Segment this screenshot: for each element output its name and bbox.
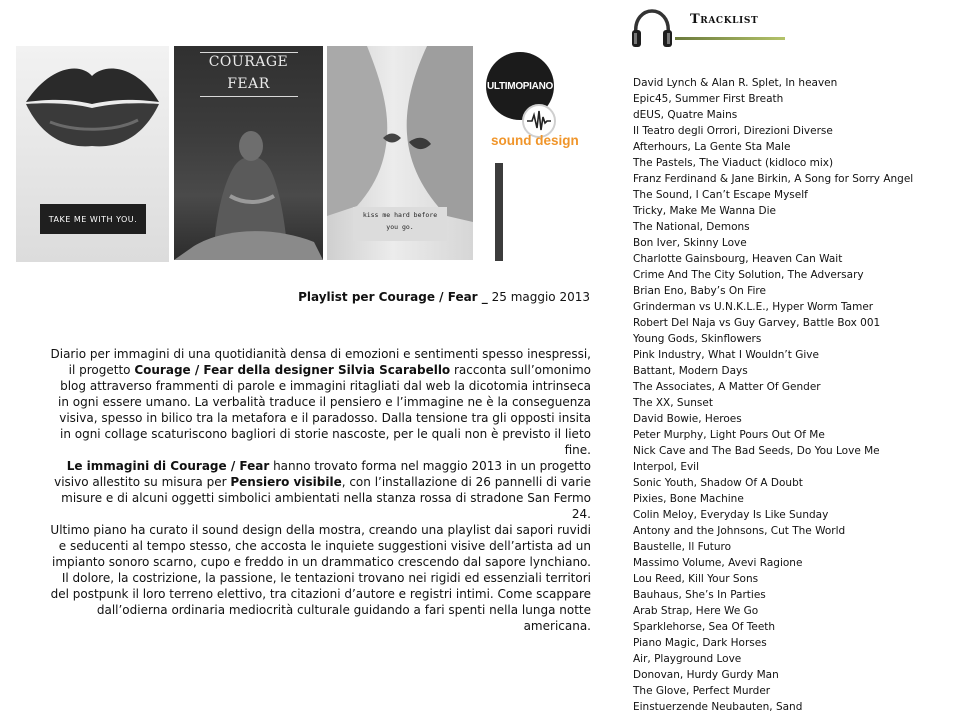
track-item: Colin Meloy, Everyday Is Like Sunday: [633, 509, 829, 521]
track-item: Lou Reed, Kill Your Sons: [633, 573, 759, 585]
logo-tagline: sound design: [491, 133, 579, 148]
text: hanno trovato forma nel maggio 2013 in un progetto visivo allestito su misura per: [54, 459, 591, 489]
track-item: Epic45, Summer First Breath: [633, 93, 784, 105]
track-item: The XX, Sunset: [633, 397, 713, 409]
paragraph-2: [50, 458, 591, 522]
track-item: Franz Ferdinand & Jane Birkin, A Song for Sorry Angel: [633, 173, 914, 185]
playlist-heading: [120, 290, 590, 304]
track-item: The National, Demons: [633, 221, 750, 233]
kiss-photo: [327, 46, 473, 260]
headphones-icon: [630, 8, 674, 50]
track-item: Interpol, Evil: [633, 461, 700, 473]
track-item: Bon Iver, Skinny Love: [633, 237, 747, 249]
track-item: Piano Magic, Dark Horses: [633, 637, 767, 649]
lips-photo: [16, 46, 169, 262]
track-item: Grinderman vs U.N.K.L.E., Hyper Worm Tamer: [633, 301, 874, 313]
track-item: Nick Cave and The Bad Seeds, Do You Love Me: [633, 445, 880, 457]
text: , con l’installazione di 26 pannelli di varie misure e di alcuni oggetti simbolici ambientati nella stanza rossa di stradone San Fermo 24.: [61, 475, 591, 521]
track-item: Einstuerzende Neubauten, Sand: [633, 701, 803, 713]
track-item: Robert Del Naja vs Guy Garvey, Battle Box 001: [633, 317, 881, 329]
text: Diario per immagini di una quotidianità densa di emozioni e sentimenti spesso inespressi, il progetto: [50, 347, 591, 377]
track-item: Sonic Youth, Shadow Of A Doubt: [633, 477, 803, 489]
track-item: The Pastels, The Viaduct (kidloco mix): [633, 157, 834, 169]
track-item: Massimo Volume, Avevi Ragione: [633, 557, 803, 569]
track-item: The Sound, I Can’t Escape Myself: [633, 189, 808, 201]
track-item: Sparklehorse, Sea Of Teeth: [633, 621, 776, 633]
kiss-caption-line1: kiss me hard before: [362, 211, 438, 219]
courage-title: COURAGE: [208, 54, 289, 70]
track-item: Peter Murphy, Light Pours Out Of Me: [633, 429, 825, 441]
track-item: Pink Industry, What I Wouldn’t Give: [633, 349, 819, 361]
kiss-caption-line2: you go.: [386, 223, 414, 231]
track-item: Charlotte Gainsbourg, Heaven Can Wait: [633, 253, 843, 265]
playlist-date: 25 maggio 2013: [491, 290, 590, 304]
paragraph-4: Il dolore, la costrizione, la passione, le tentazioni trovano nei rigidi ed essenziali territori del postpunk il loro terreno elettivo, tra citazioni d’autore e registri intimi. Come scappare dall’odierna ordinaria mediocrità culturale guidando a fari spenti nella lunga notte americana.: [50, 571, 591, 633]
track-item: Crime And The City Solution, The Adversary: [633, 269, 864, 281]
lips-caption: TAKE ME WITH YOU.: [40, 204, 146, 234]
track-item: Arab Strap, Here We Go: [633, 605, 759, 617]
track-item: Tricky, Make Me Wanna Die: [633, 205, 777, 217]
tracklist-title: Tracklist: [690, 12, 759, 27]
fear-title: FEAR: [227, 76, 270, 92]
track-item: Battant, Modern Days: [633, 365, 748, 377]
track-item: The Glove, Perfect Murder: [633, 685, 771, 697]
text: racconta sull’omonimo blog attraverso frammenti di parole e immagini ritagliati dal web la dicotomia intrinseca in ogni essere umano. La verbalità traduce il pensiero e l’immagine ne è la conseguenza visiva, spesso in bilico tra la metafora e il paradosso. Dalla tensione tra gli opposti insita in ogni collage scaturiscono bagliori di storie nascoste, per le quali non è previsto il lieto fine.: [57, 363, 591, 457]
paragraph-3: Ultimo piano ha curato il sound design della mostra, creando una playlist dai sapori ruvidi e seducenti al tempo stesso, che accosta le inquiete suggestioni visive dell’artista ad un impianto sonoro scarno, cupo e freddo in un drammatico crescendo dal sapore lynchiano.: [50, 523, 591, 569]
highlight: Pensiero visibile: [230, 475, 342, 489]
paragraph-1: [50, 346, 591, 458]
lips-illustration: [20, 58, 165, 150]
logo-name: ULTIMOPIANO: [487, 80, 553, 92]
track-item: Air, Playground Love: [633, 653, 742, 665]
track-item: Afterhours, La Gente Sta Male: [633, 141, 791, 153]
track-item: Antony and the Johnsons, Cut The World: [633, 525, 846, 537]
playlist-title: Playlist per Courage / Fear _: [298, 290, 488, 304]
track-item: The Associates, A Matter Of Gender: [633, 381, 821, 393]
tracklist: [633, 75, 953, 715]
track-item: Bauhaus, She’s In Parties: [633, 589, 766, 601]
tracklist-underline: [675, 37, 785, 40]
highlight: Courage / Fear della designer Silvia Scarabello: [134, 363, 451, 377]
track-item: Brian Eno, Baby’s On Fire: [633, 285, 766, 297]
track-item: Pixies, Bone Machine: [633, 493, 744, 505]
article-body: [50, 346, 591, 634]
track-item: Donovan, Hurdy Gurdy Man: [633, 669, 779, 681]
divider: [200, 52, 298, 53]
divider: [200, 96, 298, 97]
track-item: David Lynch & Alan R. Splet, In heaven: [633, 77, 838, 89]
kiss-caption: [353, 207, 447, 241]
track-item: Young Gods, Skinflowers: [633, 333, 762, 345]
highlight: Le immagini di Courage / Fear: [66, 459, 270, 473]
courage-fear-photo: [174, 46, 323, 260]
track-item: David Bowie, Heroes: [633, 413, 742, 425]
vertical-divider: [495, 163, 503, 261]
track-item: Il Teatro degli Orrori, Direzioni Diverse: [633, 125, 833, 137]
track-item: Baustelle, Il Futuro: [633, 541, 732, 553]
track-item: dEUS, Quatre Mains: [633, 109, 738, 121]
